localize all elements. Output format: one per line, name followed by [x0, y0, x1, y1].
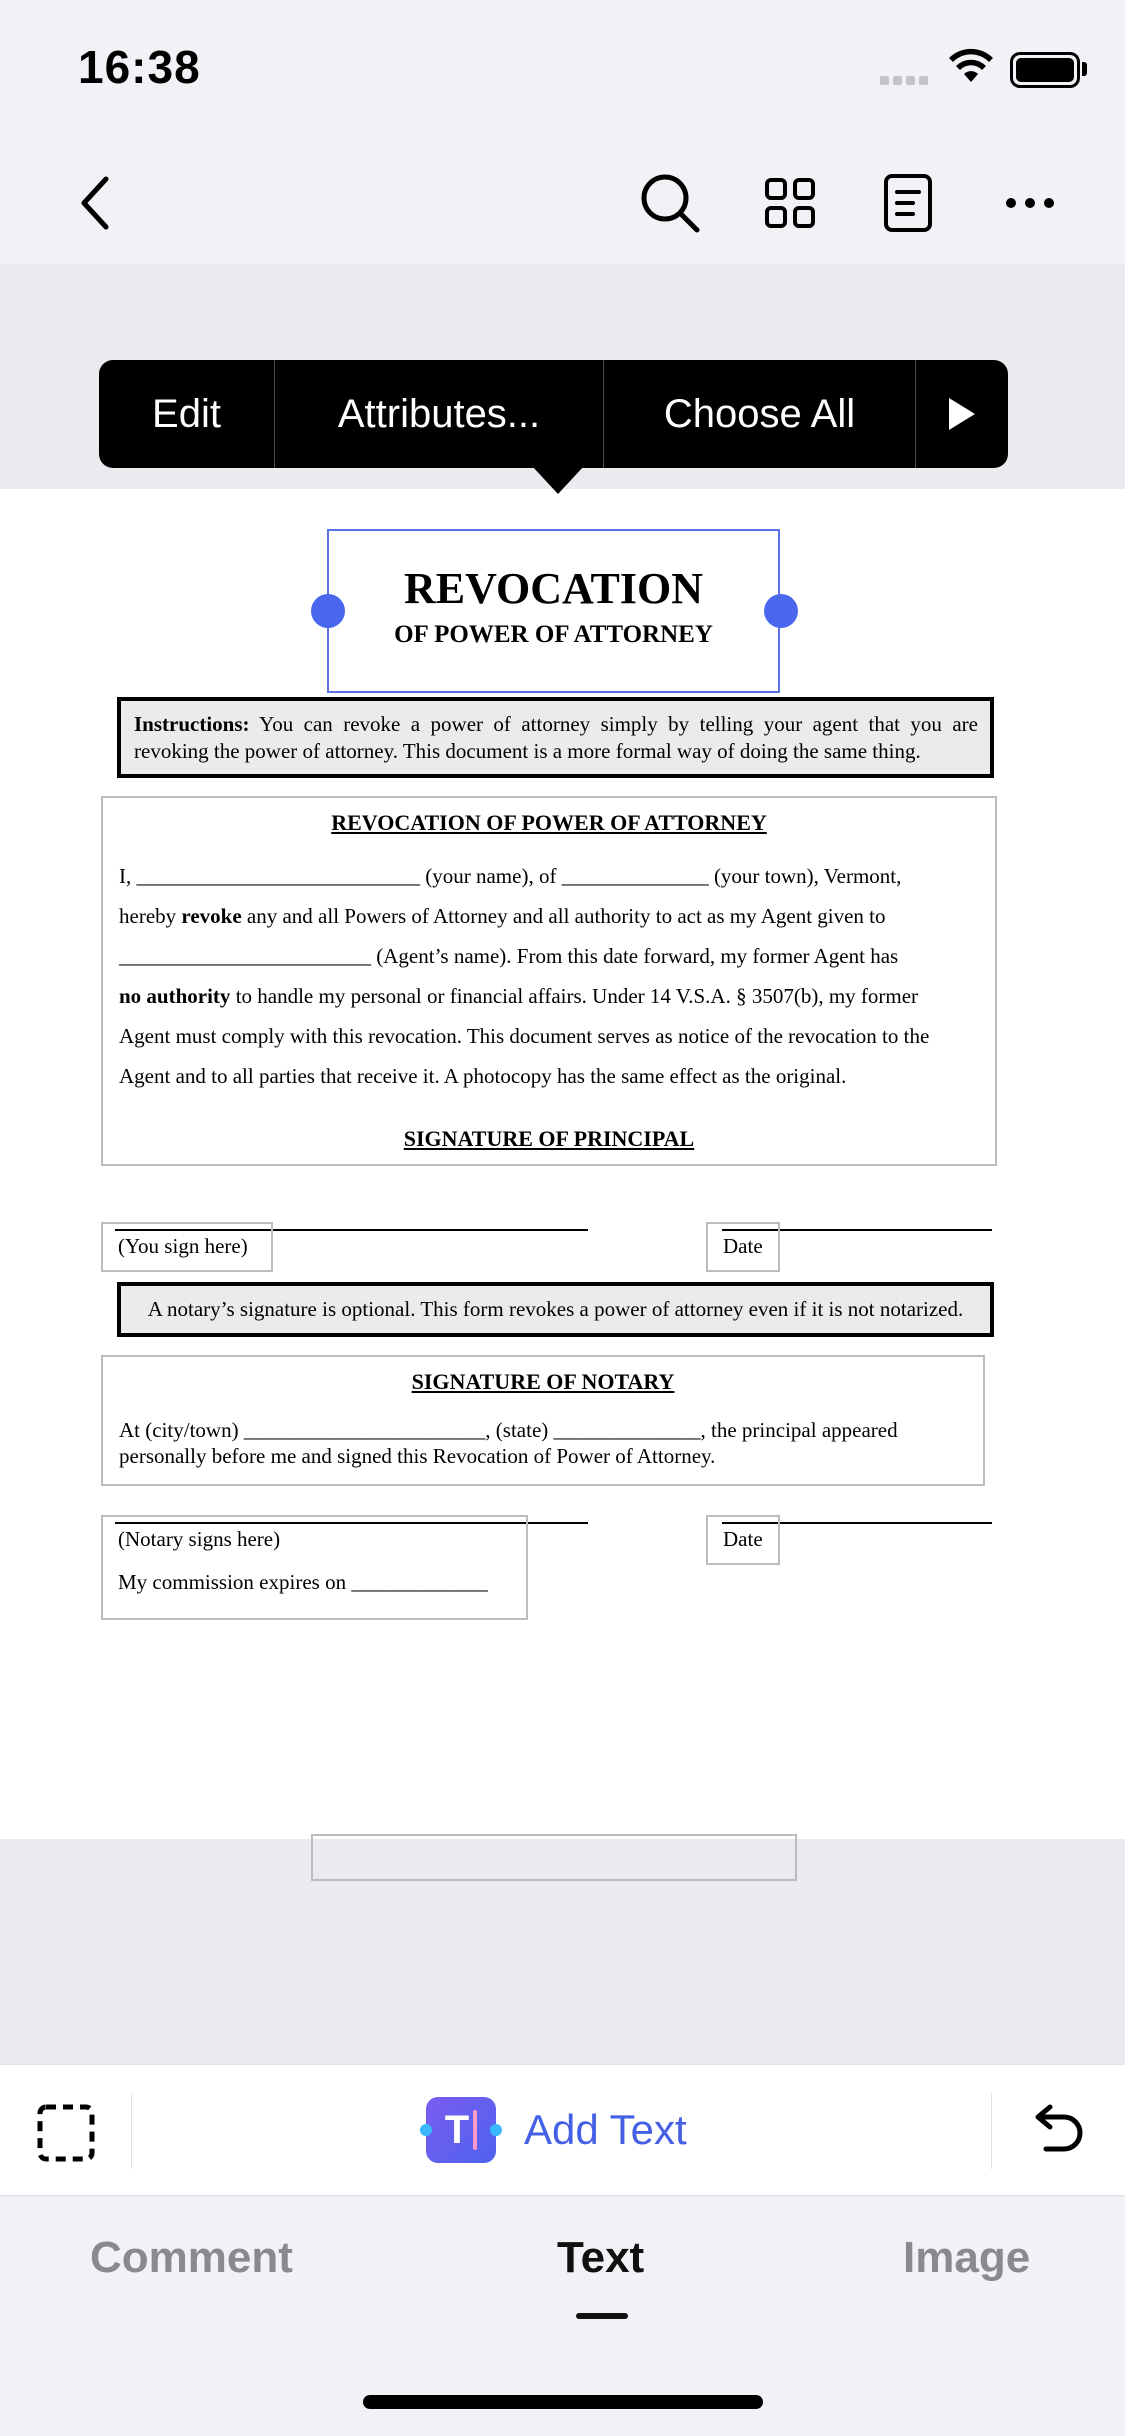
- battery-tip: [1082, 62, 1087, 76]
- menu-item-choose-all[interactable]: Choose All: [604, 360, 916, 468]
- outline-icon[interactable]: [870, 165, 946, 241]
- notary-signature-field[interactable]: [101, 1515, 528, 1620]
- back-icon[interactable]: [58, 165, 134, 241]
- tab-image[interactable]: Image: [903, 2233, 1031, 2282]
- toolbar-divider: [131, 2093, 132, 2169]
- tab-comment[interactable]: Comment: [90, 2233, 293, 2282]
- battery-icon: [1010, 52, 1080, 88]
- body-line-1: I, ___________________________ (your name), of ______________ (your town), Vermont,: [119, 864, 902, 888]
- active-tab-indicator: [576, 2313, 628, 2319]
- play-arrow-icon[interactable]: [916, 360, 1008, 468]
- body-line-2: hereby revoke any and all Powers of Attorney and all authority to act as my Agent given to: [119, 904, 886, 928]
- wifi-icon: [948, 48, 994, 84]
- document-title: REVOCATION: [404, 564, 703, 613]
- selection-frame-icon[interactable]: [36, 2103, 96, 2168]
- instructions-box: [117, 697, 994, 778]
- instructions-label: Instructions:: [134, 712, 250, 736]
- notary-notice-box: A notary’s signature is optional. This form revokes a power of attorney even if it is not notarized.: [117, 1282, 994, 1337]
- add-text-icon: T: [426, 2097, 496, 2163]
- edit-toolbar: [0, 2064, 1125, 2196]
- instructions-text: You can revoke a power of attorney simply by telling your agent that you are revoking the power of attorney. This document is a more formal way of doing the same thing.: [134, 712, 978, 763]
- context-menu: [99, 360, 1008, 468]
- toolbar-divider: [991, 2093, 992, 2169]
- commission-expires-label: My commission expires on _____________: [118, 1570, 488, 1594]
- notary-signs-label: (Notary signs here): [118, 1527, 281, 1551]
- body-line-4: no authority to handle my personal or financial affairs. Under 14 V.S.A. § 3507(b), my former: [119, 984, 919, 1008]
- grid-icon[interactable]: [752, 165, 828, 241]
- add-text-button[interactable]: [426, 2095, 687, 2165]
- body-line-3: ________________________ (Agent’s name). From this date forward, my former Agent has: [119, 944, 899, 968]
- you-sign-field[interactable]: (You sign here): [101, 1222, 273, 1272]
- menu-item-attributes[interactable]: Attributes...: [275, 360, 604, 468]
- undo-icon[interactable]: [1028, 2101, 1086, 2164]
- notary-text-box[interactable]: [101, 1355, 985, 1486]
- body-line-5: Agent must comply with this revocation. This document serves as notice of the revocation to the: [119, 1024, 930, 1048]
- document-subtitle: OF POWER OF ATTORNEY: [394, 621, 713, 648]
- add-text-label: Add Text: [524, 2106, 687, 2153]
- cellular-signal-icon: [880, 72, 932, 90]
- search-icon[interactable]: [632, 165, 708, 241]
- status-bar: [0, 0, 1125, 140]
- context-menu-pointer: [532, 466, 584, 494]
- revocation-body: [119, 856, 984, 1096]
- selection-handle-left[interactable]: [311, 594, 345, 628]
- home-indicator: [363, 2395, 763, 2409]
- menu-item-edit[interactable]: Edit: [99, 360, 275, 468]
- revocation-text-box[interactable]: [101, 796, 997, 1166]
- revocation-heading: REVOCATION OF POWER OF ATTORNEY: [331, 810, 767, 835]
- tab-bar: [0, 2197, 1125, 2436]
- top-nav: [0, 140, 1125, 264]
- tab-text[interactable]: Text: [557, 2233, 645, 2282]
- empty-text-field[interactable]: [311, 1834, 797, 1881]
- principal-signature-heading: SIGNATURE OF PRINCIPAL: [403, 1126, 695, 1151]
- notary-heading: SIGNATURE OF NOTARY: [411, 1369, 675, 1394]
- selection-handle-right[interactable]: [764, 594, 798, 628]
- notary-date-field[interactable]: Date: [706, 1515, 780, 1565]
- body-line-6: Agent and to all parties that receive it. A photocopy has the same effect as the original.: [119, 1064, 847, 1088]
- more-icon[interactable]: [992, 165, 1068, 241]
- notary-body: At (city/town) _______________________, (state) ______________, the principal appeared personally before me and signed this Revocation of Power of Attorney.: [119, 1418, 898, 1468]
- selected-title-block[interactable]: [327, 529, 780, 693]
- clock: 16:38: [78, 41, 201, 93]
- principal-date-field[interactable]: Date: [706, 1222, 780, 1272]
